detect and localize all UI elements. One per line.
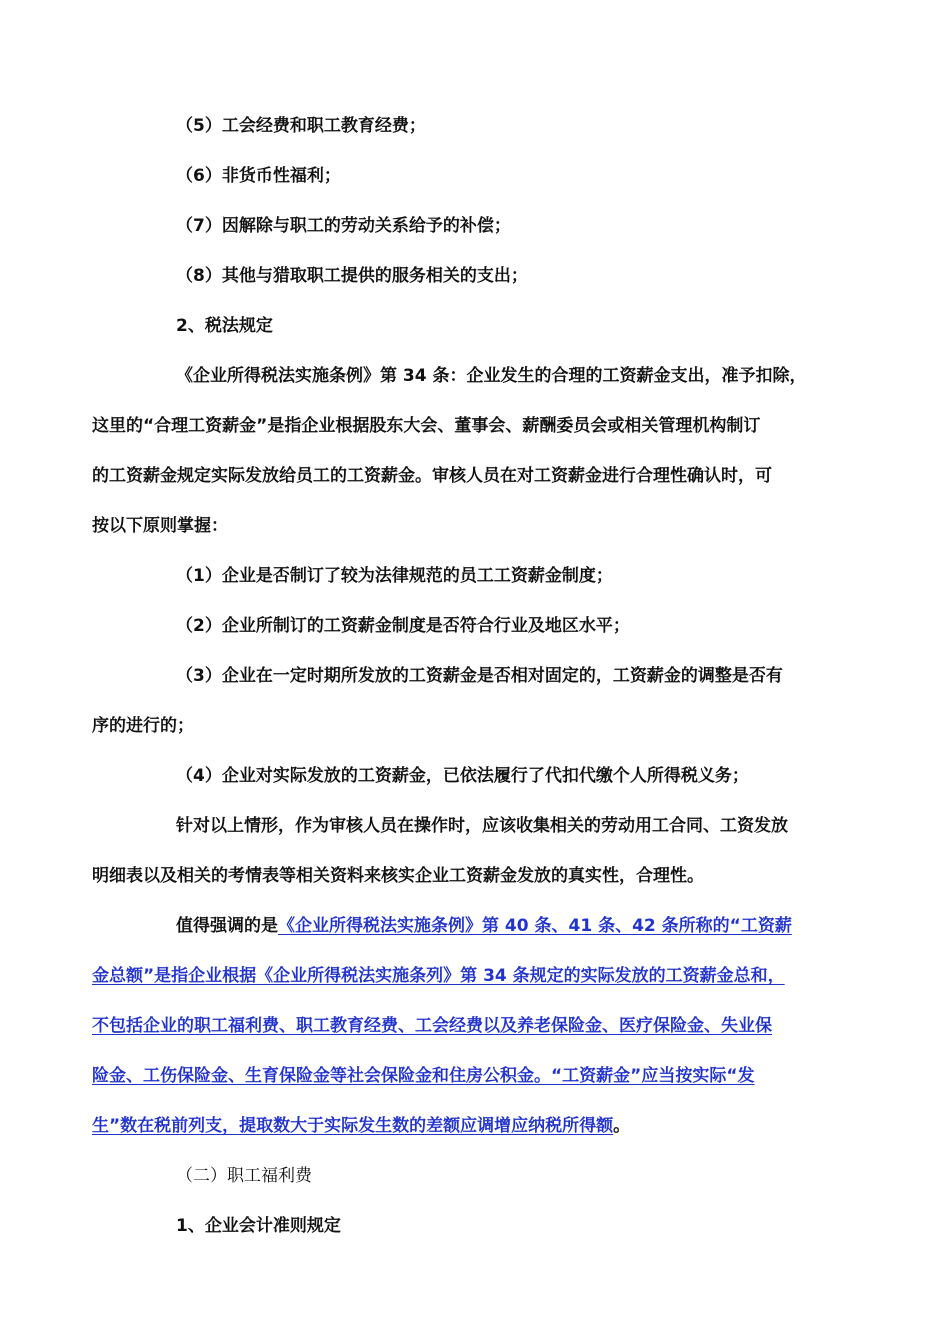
- principle-4: （4）企业对实际发放的工资薪金，已依法履行了代扣代缴个人所得税义务；: [176, 766, 749, 786]
- paragraph-line: 的工资薪金规定实际发放给员工的工资薪金。审核人员在对工资薪金进行合理性确认时，可: [92, 466, 772, 486]
- emphasis-lead: 值得强调的是: [176, 916, 278, 936]
- principle-1: （1）企业是否制订了较为法律规范的员工工资薪金制度；: [176, 566, 613, 586]
- paragraph-line: 针对以上情形，作为审核人员在操作时，应该收集相关的劳动用工合同、工资发放: [176, 816, 788, 836]
- item-8: （8）其他与猎取职工提供的服务相关的支出；: [176, 266, 528, 286]
- emphasis-link-line[interactable]: 金总额”是指企业根据《企业所得税法实施条列》第 34 条规定的实际发放的工资薪金总和，: [92, 966, 785, 986]
- period: 。: [613, 1116, 631, 1136]
- item-6: （6）非货币性福利；: [176, 166, 341, 186]
- emphasis-link-text[interactable]: 生”数在税前列支，提取数大于实际发生数的差额应调增应纳税所得额: [92, 1116, 614, 1136]
- emphasis-link-line[interactable]: 不包括企业的职工福利费、职工教育经费、工会经费以及养老保险金、医疗保险金、失业保: [92, 1016, 772, 1036]
- principle-2: （2）企业所制订的工资薪金制度是否符合行业及地区水平；: [176, 616, 630, 636]
- item-5: （5）工会经费和职工教育经费；: [176, 116, 426, 136]
- principle-3: （3）企业在一定时期所发放的工资薪金是否相对固定的，工资薪金的调整是否有: [176, 666, 783, 686]
- emphasis-link-line[interactable]: 险金、工伤保险金、生育保险金等社会保险金和住房公积金。“工资薪金”应当按实际“发: [92, 1066, 755, 1086]
- emphasis-paragraph-end: [92, 1114, 630, 1138]
- emphasis-link-text[interactable]: 《企业所得税法实施条例》第 40 条、41 条、42 条所称的“工资薪: [278, 916, 792, 936]
- principle-3-cont: 序的进行的；: [92, 716, 194, 736]
- section-heading-welfare: （二）职工福利费: [176, 1166, 312, 1186]
- emphasis-paragraph-line: [176, 914, 792, 938]
- paragraph-line: 按以下原则掌握：: [92, 516, 228, 536]
- section-heading-tax-law: 2、税法规定: [176, 316, 273, 336]
- paragraph-line: 这里的“合理工资薪金”是指企业根据股东大会、董事会、薪酬委员会或相关管理机构制订: [92, 416, 761, 436]
- item-7: （7）因解除与职工的劳动关系给予的补偿；: [176, 216, 511, 236]
- paragraph-line: 《企业所得税法实施条例》第 34 条：企业发生的合理的工资薪金支出，准予扣除，: [176, 366, 807, 386]
- paragraph-line: 明细表以及相关的考情表等相关资料来核实企业工资薪金发放的真实性，合理性。: [92, 866, 704, 886]
- subsection-heading: 1、企业会计准则规定: [176, 1216, 341, 1236]
